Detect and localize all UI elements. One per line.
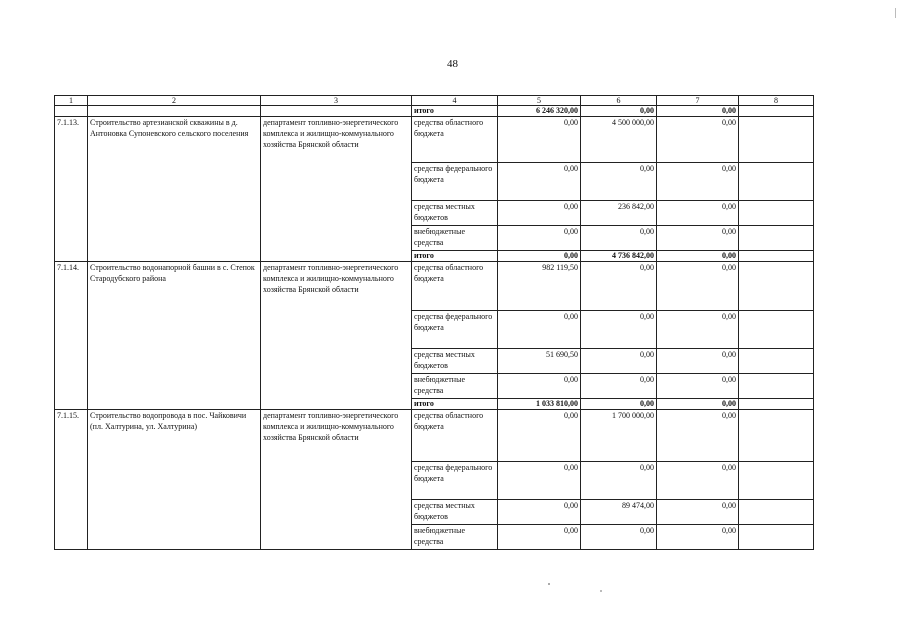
value-col-6: 0,00 — [581, 226, 657, 251]
total-row — [55, 106, 814, 117]
value-col-5: 0,00 — [498, 525, 581, 550]
total-value-7: 0,00 — [657, 399, 739, 410]
total-value-5: 1 033 810,00 — [498, 399, 581, 410]
column-number-row — [55, 96, 814, 106]
value-col-8 — [739, 311, 814, 349]
total-value-8 — [739, 106, 814, 117]
value-col-7: 0,00 — [657, 262, 739, 311]
funding-source: внебюджетные средства — [412, 226, 498, 251]
value-col-7: 0,00 — [657, 410, 739, 462]
column-number: 8 — [739, 96, 814, 106]
value-col-5: 982 119,50 — [498, 262, 581, 311]
scan-speck — [548, 583, 550, 585]
funding-source: средства федерального бюджета — [412, 462, 498, 500]
project-executor: департамент топливно-энергетического комплекса и жилищно-коммунального хозяйства Брянской области — [261, 117, 412, 262]
value-col-6: 0,00 — [581, 311, 657, 349]
table-row — [55, 117, 814, 163]
project-name: Строительство водонапорной башни в с. Степок Стародубского района — [88, 262, 261, 410]
column-number: 7 — [657, 96, 739, 106]
total-value-5: 6 246 320,00 — [498, 106, 581, 117]
value-col-8 — [739, 374, 814, 399]
project-name: Строительство водопровода в пос. Чайковичи (пл. Халтурина, ул. Халтурина) — [88, 410, 261, 550]
value-col-7: 0,00 — [657, 462, 739, 500]
value-col-8 — [739, 349, 814, 374]
value-col-6: 0,00 — [581, 262, 657, 311]
empty-cell — [55, 106, 88, 117]
project-executor: департамент топливно-энергетического комплекса и жилищно-коммунального хозяйства Брянской области — [261, 262, 412, 410]
table-row — [55, 410, 814, 462]
value-col-7: 0,00 — [657, 117, 739, 163]
project-number: 7.1.15. — [55, 410, 88, 550]
value-col-8 — [739, 201, 814, 226]
funding-source: средства областного бюджета — [412, 410, 498, 462]
value-col-7: 0,00 — [657, 525, 739, 550]
value-col-5: 0,00 — [498, 201, 581, 226]
value-col-7: 0,00 — [657, 201, 739, 226]
value-col-6: 0,00 — [581, 374, 657, 399]
column-number: 4 — [412, 96, 498, 106]
total-value-6: 4 736 842,00 — [581, 251, 657, 262]
value-col-8 — [739, 262, 814, 311]
value-col-6: 0,00 — [581, 163, 657, 201]
scan-mark — [895, 8, 896, 18]
value-col-5: 0,00 — [498, 500, 581, 525]
funding-source: средства областного бюджета — [412, 117, 498, 163]
page-number: 48 — [447, 58, 458, 70]
funding-source: средства местных бюджетов — [412, 500, 498, 525]
funding-source: средства местных бюджетов — [412, 349, 498, 374]
budget-table — [54, 95, 814, 550]
value-col-8 — [739, 525, 814, 550]
value-col-6: 0,00 — [581, 349, 657, 374]
total-label: итого — [412, 106, 498, 117]
value-col-6: 1 700 000,00 — [581, 410, 657, 462]
total-value-6: 0,00 — [581, 106, 657, 117]
total-value-5: 0,00 — [498, 251, 581, 262]
project-name: Строительство артезианской скважины в д. Антоновка Супоневского сельского поселения — [88, 117, 261, 262]
total-value-7: 0,00 — [657, 251, 739, 262]
scan-speck — [600, 590, 602, 592]
value-col-7: 0,00 — [657, 311, 739, 349]
value-col-5: 0,00 — [498, 226, 581, 251]
value-col-5: 0,00 — [498, 163, 581, 201]
table-row — [55, 262, 814, 311]
total-value-6: 0,00 — [581, 399, 657, 410]
value-col-8 — [739, 163, 814, 201]
value-col-7: 0,00 — [657, 374, 739, 399]
funding-source: внебюджетные средства — [412, 374, 498, 399]
value-col-5: 0,00 — [498, 462, 581, 500]
value-col-5: 0,00 — [498, 410, 581, 462]
funding-source: средства федерального бюджета — [412, 311, 498, 349]
value-col-5: 51 690,50 — [498, 349, 581, 374]
column-number: 5 — [498, 96, 581, 106]
value-col-6: 236 842,00 — [581, 201, 657, 226]
value-col-5: 0,00 — [498, 117, 581, 163]
value-col-7: 0,00 — [657, 500, 739, 525]
total-value-8 — [739, 399, 814, 410]
value-col-7: 0,00 — [657, 349, 739, 374]
funding-source: средства областного бюджета — [412, 262, 498, 311]
empty-cell — [261, 106, 412, 117]
value-col-6: 4 500 000,00 — [581, 117, 657, 163]
column-number: 6 — [581, 96, 657, 106]
value-col-8 — [739, 226, 814, 251]
total-value-8 — [739, 251, 814, 262]
column-number: 3 — [261, 96, 412, 106]
value-col-6: 89 474,00 — [581, 500, 657, 525]
total-value-7: 0,00 — [657, 106, 739, 117]
project-executor: департамент топливно-энергетического комплекса и жилищно-коммунального хозяйства Брянской области — [261, 410, 412, 550]
column-number: 1 — [55, 96, 88, 106]
value-col-7: 0,00 — [657, 163, 739, 201]
column-number: 2 — [88, 96, 261, 106]
value-col-8 — [739, 410, 814, 462]
funding-source: средства местных бюджетов — [412, 201, 498, 226]
value-col-8 — [739, 462, 814, 500]
project-number: 7.1.14. — [55, 262, 88, 410]
value-col-8 — [739, 500, 814, 525]
value-col-8 — [739, 117, 814, 163]
total-label: итого — [412, 251, 498, 262]
funding-source: средства федерального бюджета — [412, 163, 498, 201]
empty-cell — [88, 106, 261, 117]
value-col-6: 0,00 — [581, 525, 657, 550]
funding-source: внебюджетные средства — [412, 525, 498, 550]
project-number: 7.1.13. — [55, 117, 88, 262]
total-label: итого — [412, 399, 498, 410]
value-col-7: 0,00 — [657, 226, 739, 251]
value-col-5: 0,00 — [498, 311, 581, 349]
value-col-6: 0,00 — [581, 462, 657, 500]
value-col-5: 0,00 — [498, 374, 581, 399]
